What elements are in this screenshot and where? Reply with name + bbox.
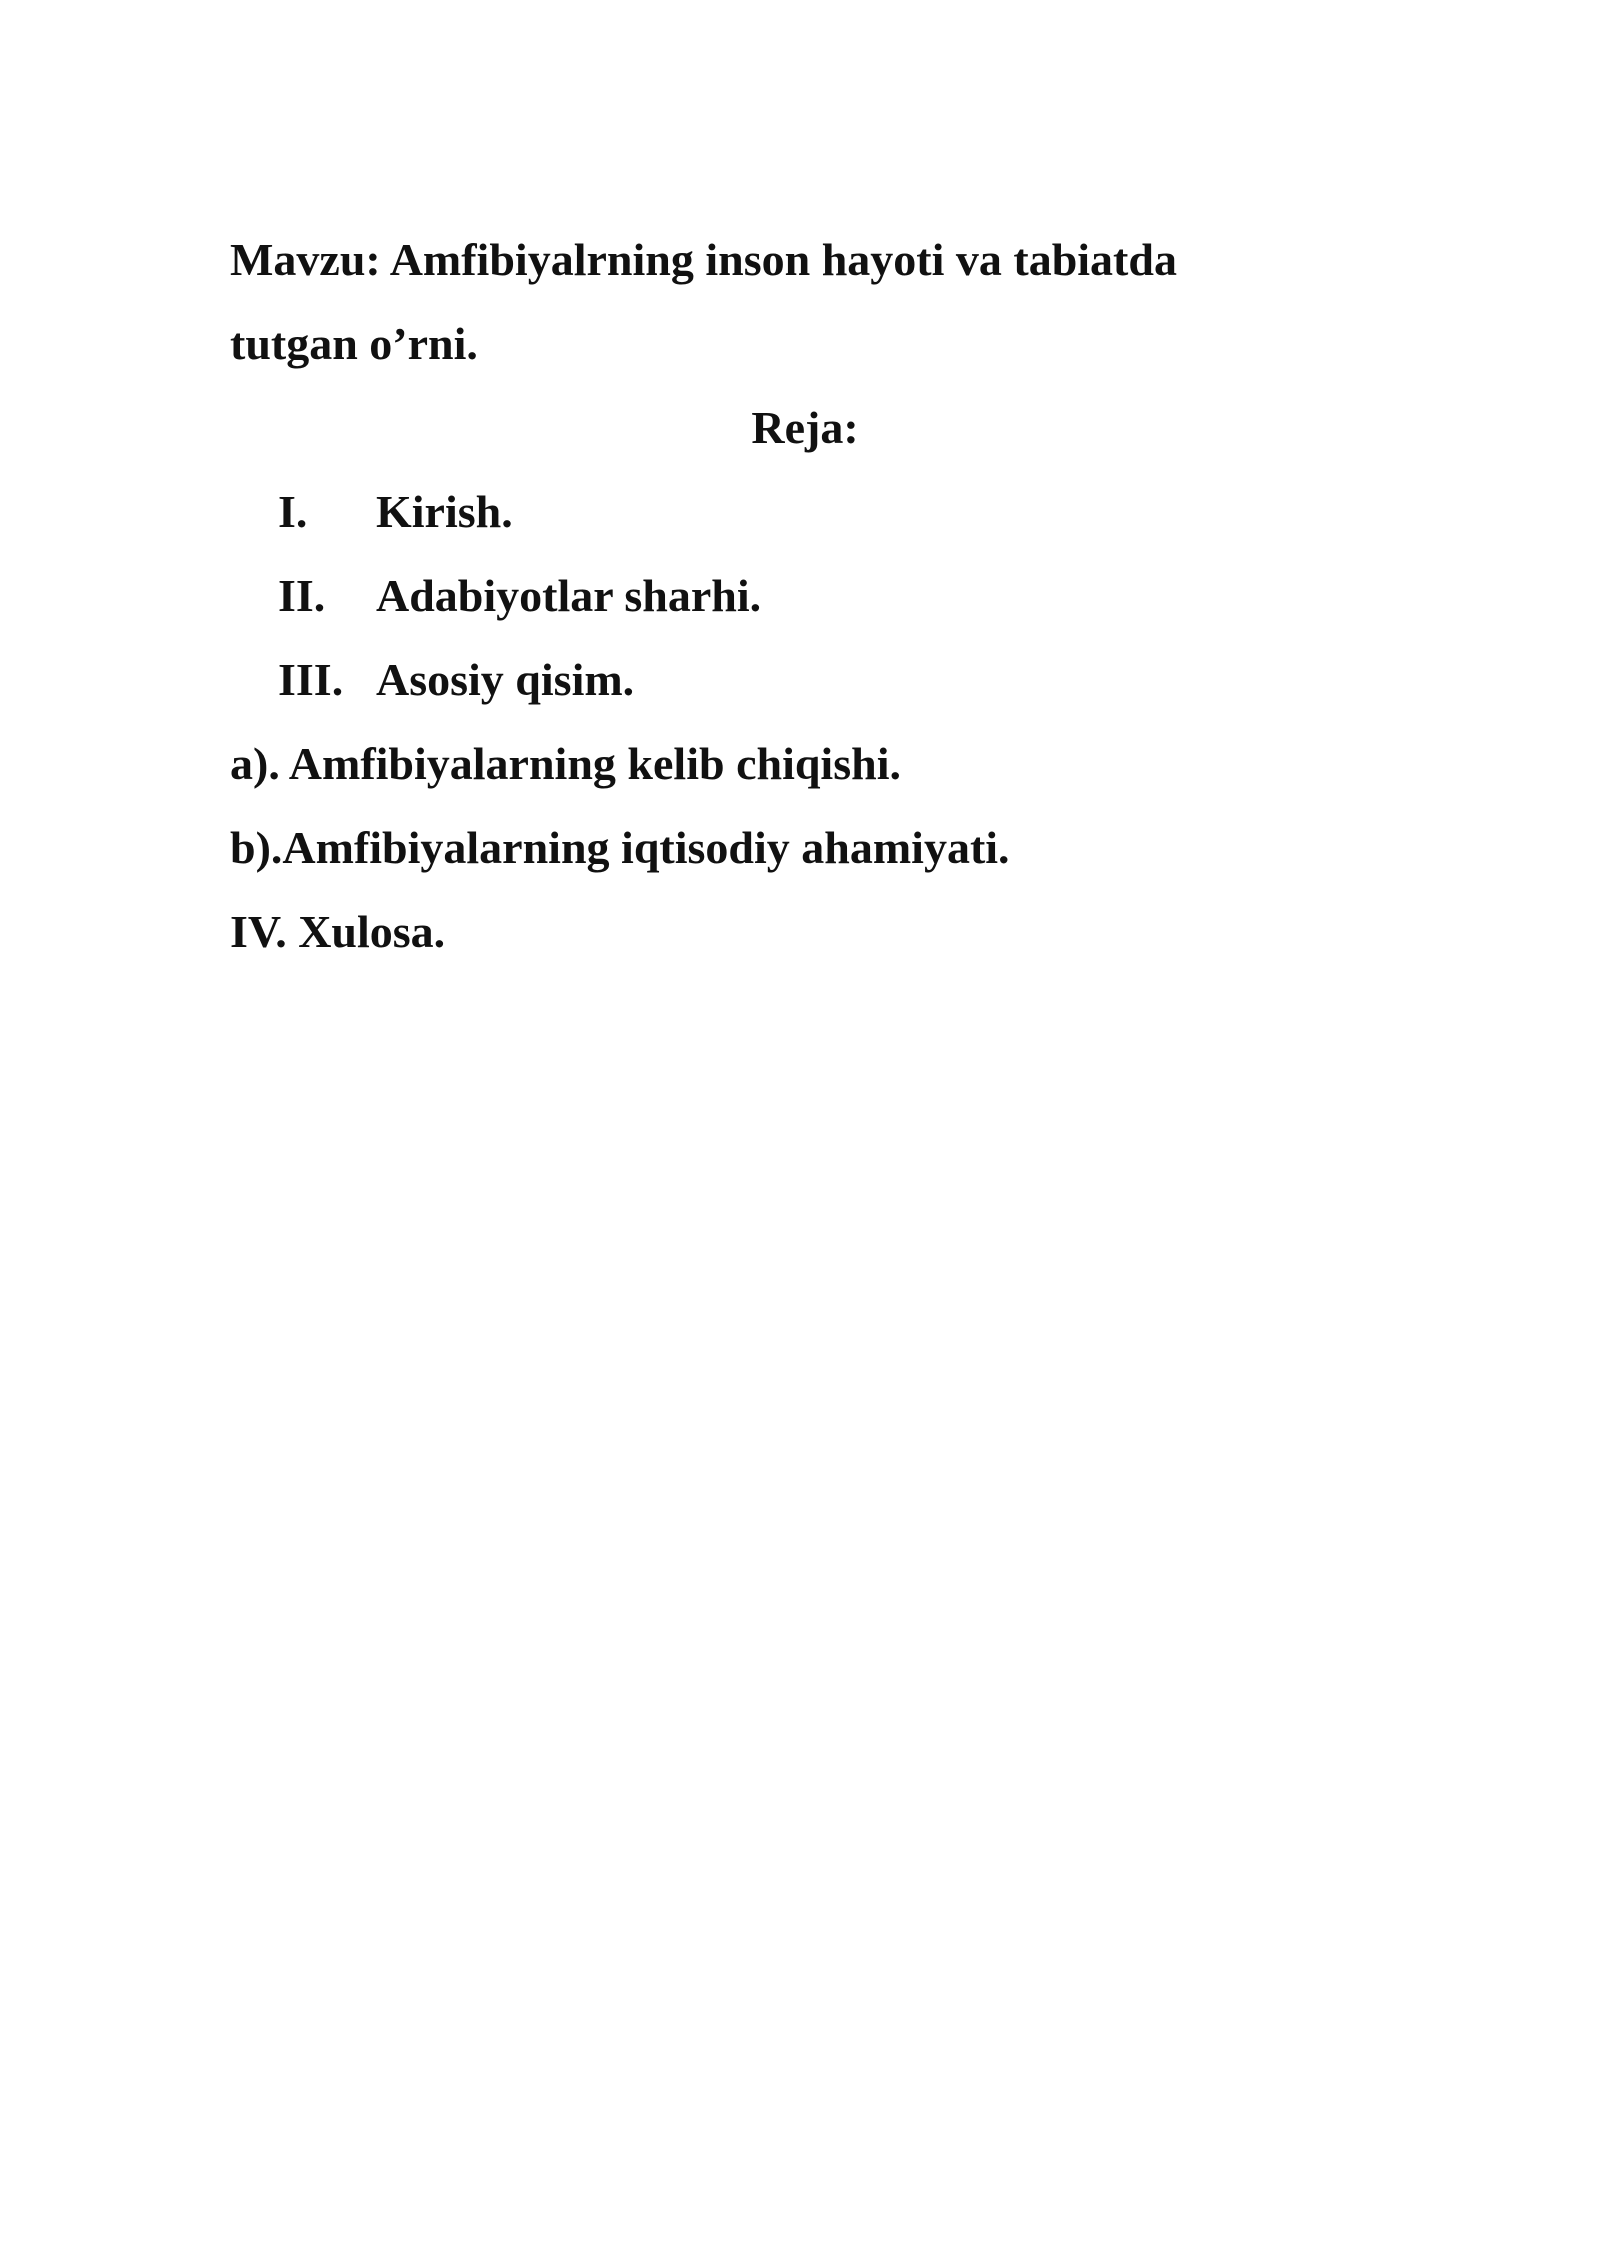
plan-heading: Reja: bbox=[751, 402, 859, 453]
sub-item-b: b).Amfibiyalarning iqtisodiy ahamiyati. bbox=[230, 822, 1010, 873]
plan-item-2-text: Adabiyotlar sharhi. bbox=[376, 570, 762, 621]
topic-title-line-1: Mavzu: Amfibiyalrning inson hayoti va tabiatda bbox=[230, 234, 1177, 285]
conclusion-item: IV. Xulosa. bbox=[230, 906, 446, 957]
sub-item-a: a). Amfibiyalarning kelib chiqishi. bbox=[230, 738, 901, 789]
plan-item-3-number: III. bbox=[278, 654, 344, 705]
plan-item-3-text: Asosiy qisim. bbox=[376, 654, 635, 705]
plan-item-2-number: II. bbox=[278, 570, 326, 621]
topic-title-line-2: tutgan o’rni. bbox=[230, 318, 478, 369]
plan-item-1-number: I. bbox=[278, 486, 308, 537]
plan-item-1-text: Kirish. bbox=[376, 486, 513, 537]
